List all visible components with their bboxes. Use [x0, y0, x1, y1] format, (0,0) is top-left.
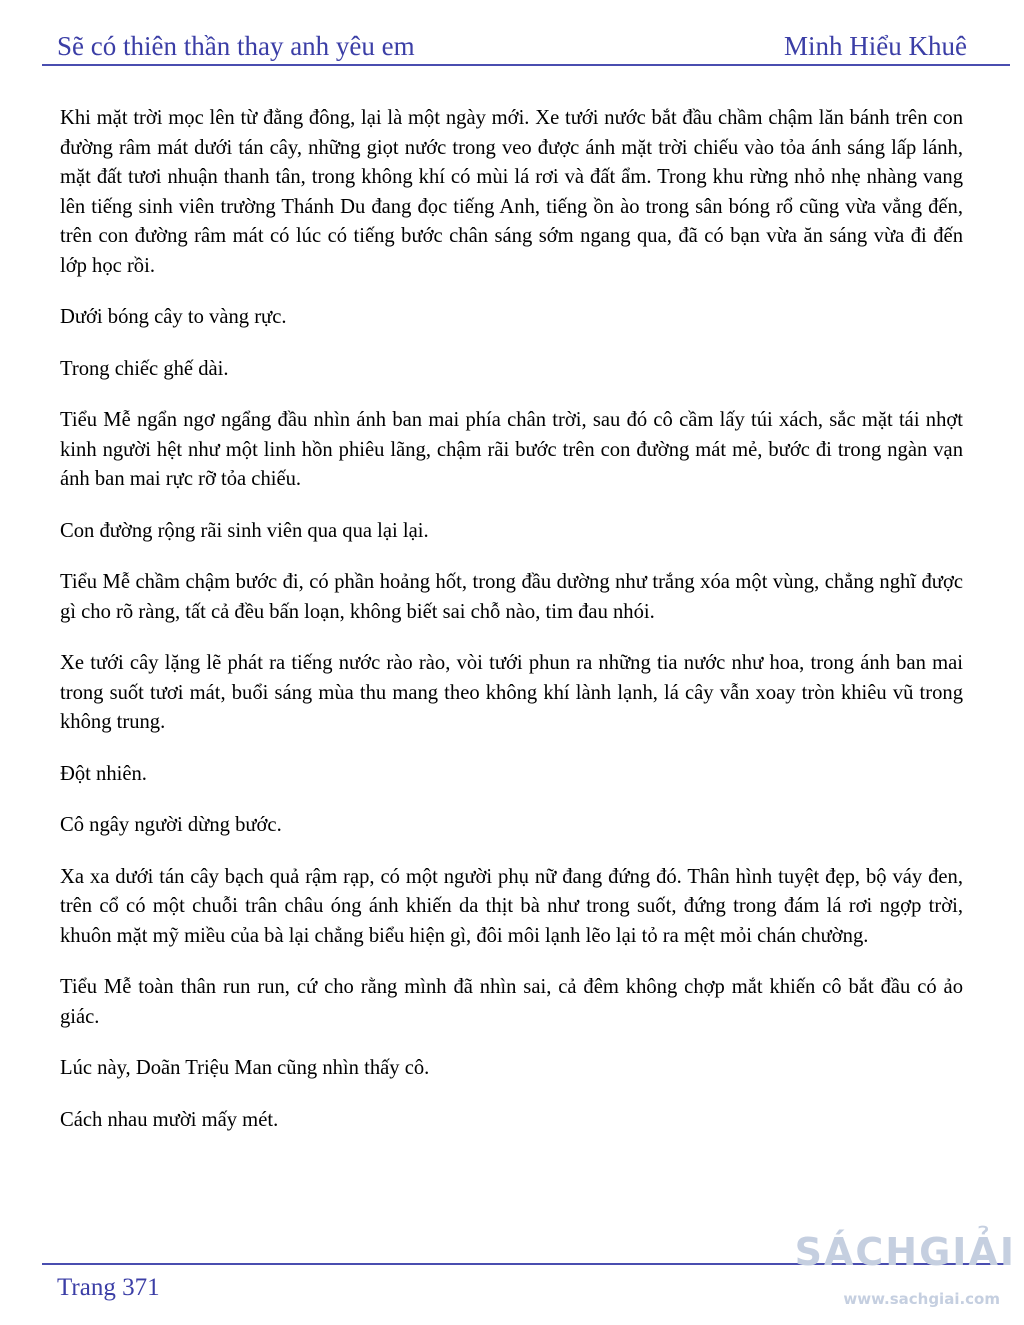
paragraph: Con đường rộng rãi sinh viên qua qua lại lại.	[60, 519, 429, 542]
paragraph: Khi mặt trời mọc lên từ đằng đông, lại là một ngày mới. Xe tưới nước bắt đầu chầm chậm lăn bánh trên con đường râm mát dưới tán cây, những giọt nước trong veo được ánh mặt trời chiếu vào tỏa ánh sáng lấp lánh, mặt đất tươi nhuận thanh tân, trong không khí có mùi lá rơi và đất ẩm. Trong khu rừng nhỏ nhẹ nhàng vang lên tiếng sinh viên trường Thánh Du đang đọc tiếng Anh, tiếng ồn ào trong sân bóng rổ cũng vừa vẳng đến, trên con đường râm mát có lúc có tiếng bước chân sáng sớm ngang qua, đã có bạn vừa ăn sáng vừa đi đến lớp học rồi.	[60, 107, 963, 277]
paragraph: Đột nhiên.	[60, 762, 147, 785]
paragraph: Tiểu Mễ chầm chậm bước đi, có phần hoảng hốt, trong đầu dường như trắng xóa một vùng, chẳng nghĩ được gì cho rõ ràng, tất cả đều bấn loạn, không biết sai chỗ nào, tim đau nhói.	[60, 571, 963, 623]
page-body	[60, 104, 963, 1157]
paragraph: Xa xa dưới tán cây bạch quả rậm rạp, có một người phụ nữ đang đứng đó. Thân hình tuyệt đẹp, bộ váy đen, trên cổ có một chuỗi trân châu óng ánh khiến da thịt bà như trong suốt, đứng trong đám lá rơi ngợp trời, khuôn mặt mỹ miều của bà lại chẳng biểu hiện gì, đôi môi lạnh lẽo lại tỏ ra mệt mỏi chán chường.	[60, 865, 963, 947]
paragraph: Tiểu Mễ toàn thân run run, cứ cho rằng mình đã nhìn sai, cả đêm không chợp mắt khiến cô bắt đầu có ảo giác.	[60, 976, 963, 1028]
page-header	[57, 22, 967, 62]
header-divider	[42, 64, 1010, 66]
paragraph: Cô ngây người dừng bước.	[60, 814, 282, 836]
author-name: Minh Hiểu Khuê	[784, 31, 967, 61]
watermark-url: www.sachgiai.com	[843, 1290, 1000, 1308]
paragraph: Dưới bóng cây to vàng rực.	[60, 306, 287, 328]
paragraph: Tiểu Mễ ngẩn ngơ ngẩng đầu nhìn ánh ban mai phía chân trời, sau đó cô cầm lấy túi xách, sắc mặt tái nhợt kinh người hệt như một linh hồn phiêu lãng, chậm rãi bước trên con đường mát mẻ, bước đi trong ngàn vạn ánh ban mai rực rỡ tỏa chiếu.	[60, 409, 963, 490]
page-number: Trang 371	[57, 1274, 160, 1301]
paragraph: Cách nhau mười mấy mét.	[60, 1108, 279, 1131]
book-title: Sẽ có thiên thần thay anh yêu em	[57, 31, 415, 61]
paragraph: Xe tưới cây lặng lẽ phát ra tiếng nước rào rào, vòi tưới phun ra những tia nước như hoa, trong ánh ban mai trong suốt tươi mát, buổi sáng mùa thu mang theo không khí lành lạnh, lá cây vẫn xoay tròn khiêu vũ trong không trung.	[60, 652, 963, 733]
watermark-logo: SÁCHGIẢI	[794, 1230, 1016, 1274]
paragraph: Lúc này, Doãn Triệu Man cũng nhìn thấy cô.	[60, 1057, 430, 1079]
paragraph: Trong chiếc ghế dài.	[60, 357, 229, 380]
watermark	[794, 1230, 1016, 1320]
